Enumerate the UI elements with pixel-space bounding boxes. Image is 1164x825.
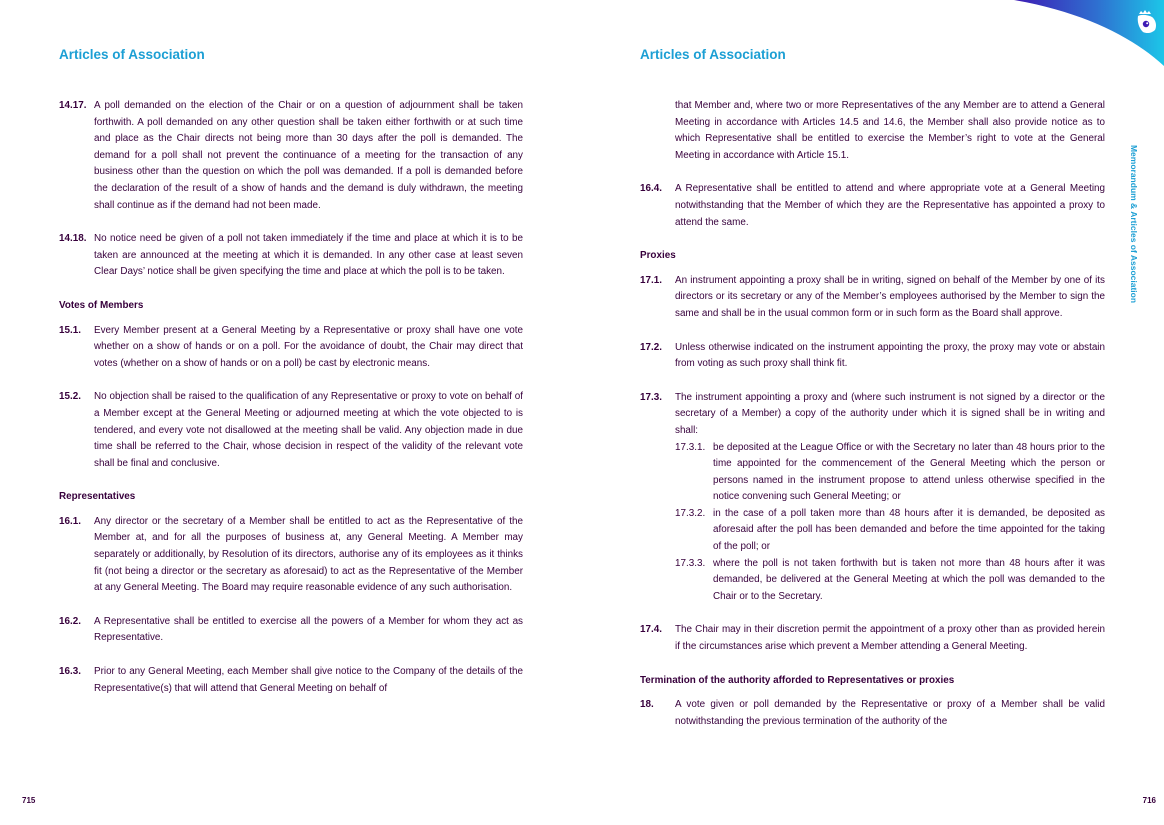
clause-text: A poll demanded on the election of the Chair or on a question of adjournment shall be taken forthwith. A poll demanded on any other question shall be taken either forthwith or at such time and place as the Chair directs not being more than 30 days after the poll is demanded. The demand for a poll shall not prevent the continuance of a meeting for the transaction of any business other than the question on which the poll was demanded. If a poll is demanded before the declaration of the result of a show of hands and the demand is duly withdrawn, the meeting shall continue as if the demand had not been made.	[94, 100, 523, 211]
subclause-number: 17.3.3.	[675, 557, 706, 569]
page-number-right: 716	[1142, 796, 1156, 805]
subclause-17-3-3	[675, 556, 1105, 606]
clause-text: A vote given or poll demanded by the Representative or proxy of a Member shall be valid notwithstanding the previous termination of the authority of the	[675, 699, 1105, 727]
right-page-heading: Articles of Association	[640, 47, 786, 62]
clause-text: A Representative shall be entitled to exercise all the powers of a Member for whom they act as Representative.	[94, 615, 523, 644]
right-page-content	[640, 98, 1105, 747]
subclause-17-3-2	[675, 506, 1105, 556]
clause-number: 16.1.	[59, 515, 81, 527]
clause-text: that Member and, where two or more Representatives of the any Member are to attend a General Meeting in accordance with Articles 14.5 and 14.6, the Member shall also provide notice as to which Representative shall be entitled to exercise the Member’s right to vote at the General Meeting in accordance with Article 15.1.	[675, 100, 1105, 161]
left-page-content	[59, 98, 523, 714]
left-page-heading: Articles of Association	[59, 47, 205, 62]
clause-text: Any director or the secretary of a Member shall be entitled to act as the Representative of the Member at, and for all the purposes of business at, any General Meeting. A Member may separately or additionally, by Resolution of its directors, authorise any of its employees as it thinks fit (not being a director or the secretary as aforesaid) to act as the Representative of the Member at any General Meeting. The Board may require reasonable evidence of any such authorisation.	[94, 515, 523, 594]
clause-number: 17.4.	[640, 624, 662, 636]
clause-17-2	[640, 340, 1105, 373]
clause-16-3-continued	[640, 98, 1105, 164]
section-heading-termination: Termination of the authority afforded to Representatives or proxies	[640, 674, 955, 686]
clause-text: An instrument appointing a proxy shall be in writing, signed on behalf of the Member by one of its directors or its secretary or any of the Member’s employees authorised by the Member to sign the same and shall be in the usual common form or in such form as the Board shall approve.	[675, 274, 1105, 319]
side-title	[1127, 126, 1140, 321]
page-number-left: 715	[22, 796, 36, 805]
clause-text: No notice need be given of a poll not taken immediately if the time and place at which it is to be taken are announced at the meeting at which it is demanded. In any other case at least seven Clear Days’ notice shall be given specifying the time and place at which the poll is to be taken.	[94, 233, 523, 278]
clause-text: No objection shall be raised to the qualification of any Representative or proxy to vote on behalf of a Member except at the General Meeting or adjourned meeting at which the vote objected to is tendered, and every vote not disallowed at the meeting shall be valid. Any objection made in due time shall be referred to the Chair, whose decision in respect of the validity of the relevant vote shall be final and conclusive.	[94, 391, 523, 469]
clause-text: Prior to any General Meeting, each Member shall give notice to the Company of the details of the Representative(s) that will attend that General Meeting on behalf of	[94, 666, 523, 694]
subclause-17-3-1	[675, 440, 1105, 506]
clause-number: 16.4.	[640, 183, 662, 195]
clause-number: 16.3.	[59, 666, 81, 678]
clause-number: 14.17.	[59, 100, 87, 111]
clause-number: 17.3.	[640, 391, 662, 403]
side-title-text: Memorandum & Articles of Association	[1128, 144, 1139, 303]
clause-16-3	[59, 664, 523, 697]
clause-number: 16.2.	[59, 615, 81, 627]
clause-text: The instrument appointing a proxy and (where such instrument is not signed by a director or the secretary of a Member) a copy of the authority under which it is signed shall be in writing and shall:	[675, 391, 1105, 436]
clause-text: Unless otherwise indicated on the instrument appointing the proxy, the proxy may vote or abstain from voting as such proxy shall think fit.	[675, 341, 1105, 370]
clause-text: The Chair may in their discretion permit the appointment of a proxy other than as provided herein if the circumstances arise which prevent a Member attending a General Meeting.	[675, 624, 1105, 653]
clause-number: 17.2.	[640, 341, 662, 353]
subclause-text: where the poll is not taken forthwith but is taken not more than 48 hours after it was demanded, be delivered at the General Meeting at which the poll was demanded to the Chair or to the Secretary.	[713, 557, 1105, 602]
clause-number: 18.	[640, 699, 654, 711]
clause-16-1	[59, 514, 523, 597]
clause-17-3	[640, 390, 1105, 606]
clause-number: 17.1.	[640, 274, 662, 286]
clause-15-2	[59, 389, 523, 472]
clause-number: 15.1.	[59, 324, 81, 336]
section-heading-proxies: Proxies	[640, 250, 676, 262]
clause-text: A Representative shall be entitled to attend and where appropriate vote at a General Meeting notwithstanding that the Member of which they are the Representative has appointed a proxy to attend the same.	[675, 183, 1105, 228]
corner-decoration	[1014, 0, 1164, 66]
clause-body	[675, 390, 1105, 606]
clause-17-4	[640, 622, 1105, 655]
subclause-text: in the case of a poll taken more than 48 hours after it is demanded, be deposited as aforesaid after the poll has been demanded and before the time appointed for the taking of the poll; or	[713, 507, 1105, 553]
clause-18	[640, 697, 1105, 730]
section-heading-votes-of-members: Votes of Members	[59, 299, 144, 311]
clause-16-4	[640, 181, 1105, 231]
right-page	[582, 0, 1164, 825]
clause-14-17	[59, 98, 523, 214]
section-heading-representatives: Representatives	[59, 491, 136, 503]
clause-number: 15.2.	[59, 391, 81, 403]
clause-16-2	[59, 614, 523, 647]
subclause-number: 17.3.1.	[675, 441, 706, 453]
subclause-number: 17.3.2.	[675, 507, 706, 519]
clause-14-18	[59, 231, 523, 281]
clause-15-1	[59, 323, 523, 373]
clause-text: Every Member present at a General Meeting by a Representative or proxy shall have one vote whether on a show of hands or on a poll. For the avoidance of doubt, the Chair may direct that votes (whether on a show of hands or on a poll) be cast by electronic means.	[94, 324, 523, 369]
subclause-text: be deposited at the League Office or with the Secretary no later than 48 hours prior to the time appointed for the commencement of the General Meeting which the person or persons named in the instrument propose to attend unless otherwise specified in the notice convening such General Meeting; or	[713, 441, 1105, 503]
clause-number: 14.18.	[59, 233, 87, 245]
clause-17-1	[640, 273, 1105, 323]
